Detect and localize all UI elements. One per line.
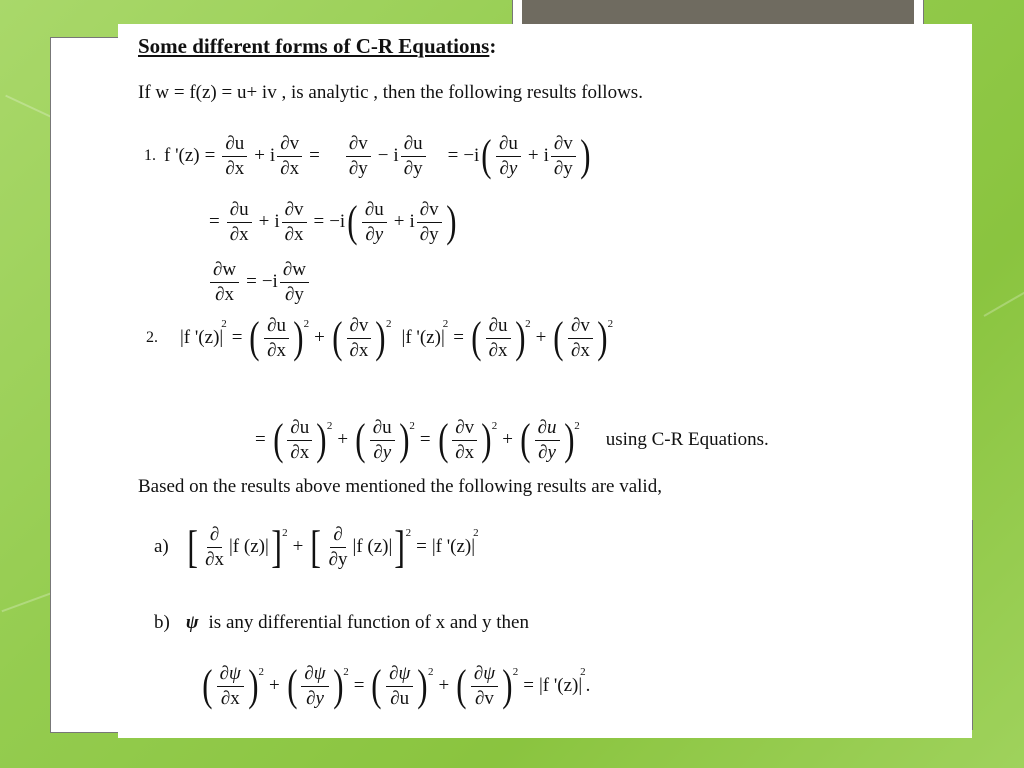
operator: = bbox=[453, 327, 464, 349]
paren: ) bbox=[579, 131, 591, 181]
paren: ( bbox=[332, 313, 343, 363]
cr-note: using C-R Equations. bbox=[605, 429, 769, 451]
operator: + bbox=[258, 211, 270, 233]
item-number: 1. bbox=[144, 147, 156, 165]
operator: = bbox=[231, 327, 243, 349]
end-period: . bbox=[585, 675, 591, 697]
paren: ( bbox=[272, 415, 284, 465]
fraction: $\frac{\partial u}{\partial y}$ bbox=[362, 200, 387, 245]
neg-imag: −i bbox=[261, 271, 278, 293]
fraction: $\frac{\partial\psi}{\partial v}$ bbox=[471, 664, 498, 709]
operator: = bbox=[313, 211, 325, 233]
valid-results-text: Based on the results above mentioned the following results are valid, bbox=[138, 476, 662, 497]
paren: ) bbox=[316, 415, 327, 465]
equation-1-line-1 bbox=[144, 131, 592, 181]
fraction: $\frac{\partial u}{\partial y}$ bbox=[535, 418, 560, 463]
paren: ) bbox=[398, 415, 410, 465]
imag-unit: i bbox=[269, 145, 276, 167]
fraction: $\frac{\partial v}{\partial x}$ bbox=[282, 200, 307, 245]
operator: − bbox=[377, 145, 389, 167]
bracket: ] bbox=[394, 521, 406, 572]
paren: ) bbox=[481, 415, 492, 465]
operator: + bbox=[438, 675, 450, 697]
operator: = bbox=[209, 211, 220, 233]
slide-content bbox=[118, 24, 972, 738]
bg-decoration bbox=[984, 285, 1024, 317]
paren: ) bbox=[597, 313, 608, 363]
operator: + bbox=[314, 327, 325, 349]
paren: ) bbox=[332, 661, 344, 711]
slide-edge bbox=[972, 520, 973, 730]
paren: ( bbox=[347, 197, 358, 247]
operator: = bbox=[246, 271, 257, 293]
item-number: 2. bbox=[146, 329, 158, 347]
fraction: $\frac{\partial v}{\partial x}$ bbox=[277, 134, 302, 179]
paren: ) bbox=[417, 661, 428, 711]
paren: ( bbox=[520, 415, 531, 465]
paren: ( bbox=[371, 661, 382, 711]
operator: = bbox=[204, 145, 216, 167]
abs-derivative: |f '(z)| bbox=[180, 327, 224, 349]
neg-imag: −i bbox=[329, 211, 346, 233]
result-b-equation: ( $\frac{\partial\psi}{\partial x}$ ) $^2$ + ( $\frac{\partial\psi}{\partial y}$ ) $^2$ = ( $\frac{\partial\psi}{\partial u}$ ) $^2$ + ( $\frac{\partial\psi}{\partial v}$ ) $^2$ = |f '(z)| $^2$ . bbox=[202, 661, 591, 711]
fraction: $\frac{\partial w}{\partial x}$ bbox=[210, 260, 239, 305]
psi-symbol: ψ bbox=[185, 612, 199, 633]
fraction: $\frac{\partial u}{\partial y}$ bbox=[401, 134, 426, 179]
paren: ) bbox=[375, 313, 386, 363]
fraction: $\frac{\partial v}{\partial y}$ bbox=[417, 200, 442, 245]
imag-unit: i bbox=[409, 211, 415, 233]
fraction: $\frac{\partial v}{\partial x}$ bbox=[452, 418, 477, 463]
equation-2-line-2: = ( $\frac{\partial u}{\partial x}$ ) $^2$ + ( $\frac{\partial u}{\partial y}$ ) $^2$ = ( $\frac{\partial v}{\partial x}$ ) $^2$ + ( $\frac{\partial u}{\partial y}$ ) $^2$ using C-R Equations. bbox=[255, 415, 769, 465]
operator: = bbox=[523, 675, 534, 697]
paren: ) bbox=[445, 197, 457, 247]
operator: + bbox=[269, 675, 280, 697]
paren: ( bbox=[286, 661, 298, 711]
fraction: $\frac{\partial\psi}{\partial x}$ bbox=[217, 664, 244, 709]
operator: + bbox=[502, 429, 513, 451]
fraction: $\frac{\partial u}{\partial x}$ bbox=[227, 200, 252, 245]
derivative: f '(z) bbox=[164, 145, 200, 167]
item-label: a) bbox=[154, 536, 169, 557]
imag-unit: i bbox=[274, 211, 280, 233]
bracket: [ bbox=[187, 521, 198, 572]
paren: ( bbox=[553, 313, 564, 363]
operator: = bbox=[309, 145, 320, 167]
operator: = bbox=[447, 145, 459, 167]
fraction: $\frac{\partial v}{\partial y}$ bbox=[346, 134, 371, 179]
paren: ) bbox=[502, 661, 513, 711]
fraction: $\frac{\partial u}{\partial x}$ bbox=[486, 316, 511, 361]
fraction: $\frac{\partial v}{\partial x}$ bbox=[568, 316, 593, 361]
result-b-text: is any differential function of x and y then bbox=[208, 612, 529, 633]
abs-derivative: |f '(z)| bbox=[538, 675, 583, 697]
fraction: $\frac{\partial u}{\partial y}$ bbox=[370, 418, 395, 463]
paren: ) bbox=[563, 415, 574, 465]
paren: ( bbox=[249, 313, 260, 363]
operator: + bbox=[337, 429, 349, 451]
fraction: $\frac{\partial u}{\partial x}$ bbox=[264, 316, 289, 361]
paren: ) bbox=[514, 313, 525, 363]
paren: ( bbox=[471, 313, 482, 363]
paren: ( bbox=[355, 415, 366, 465]
bracket: [ bbox=[310, 521, 322, 572]
fraction: $\frac{\partial w}{\partial y}$ bbox=[280, 260, 309, 305]
fraction: $\frac{\partial}{\partial x}$ bbox=[205, 523, 224, 570]
paren: ) bbox=[248, 661, 259, 711]
paren: ) bbox=[293, 313, 304, 363]
fraction: $\frac{\partial u}{\partial x}$ bbox=[222, 134, 247, 179]
operator: = bbox=[416, 536, 427, 557]
result-b bbox=[154, 612, 529, 634]
operator: + bbox=[292, 536, 304, 557]
operator: = bbox=[419, 429, 431, 451]
operator: + bbox=[393, 211, 405, 233]
operator: = bbox=[255, 429, 266, 451]
operator: + bbox=[254, 145, 265, 167]
slide-header-bar bbox=[522, 0, 914, 24]
bracket: ] bbox=[271, 521, 282, 572]
equation-1-line-3 bbox=[208, 260, 311, 305]
fraction: $\frac{\partial u}{\partial x}$ bbox=[287, 418, 312, 463]
fraction: $\frac{\partial v}{\partial x}$ bbox=[347, 316, 372, 361]
operator: = bbox=[353, 675, 365, 697]
fraction: $\frac{\partial v}{\partial y}$ bbox=[551, 134, 576, 179]
fraction: $\frac{\partial u}{\partial y}$ bbox=[496, 134, 521, 179]
top-slide-frame bbox=[512, 0, 924, 26]
fraction: $\frac{\partial}{\partial y}$ bbox=[328, 523, 348, 570]
result-a: a) [ $\frac{\partial}{\partial x}$ |f (z)| ] $^2$ + [ $\frac{\partial}{\partial y}$ |f (z)| ] $^2$ = |f '(z)| $^2$ bbox=[154, 521, 479, 572]
abs-derivative: |f '(z)| bbox=[401, 327, 445, 349]
abs-function: |f (z)| bbox=[352, 536, 393, 557]
operator: + bbox=[535, 327, 547, 349]
imag-unit: i bbox=[543, 145, 549, 167]
fraction: $\frac{\partial\psi}{\partial y}$ bbox=[301, 664, 328, 709]
equation-1-line-2 bbox=[204, 197, 458, 247]
paren: ( bbox=[481, 131, 492, 181]
operator: + bbox=[527, 145, 539, 167]
abs-derivative: |f '(z)| bbox=[431, 536, 476, 557]
paren: ( bbox=[437, 415, 449, 465]
imag-unit: i bbox=[393, 145, 399, 167]
abs-function: |f (z)| bbox=[228, 536, 269, 557]
paren: ( bbox=[456, 661, 467, 711]
equation-2-line-1: 2. |f '(z)| $^2$ = ( $\frac{\partial u}{\partial x}$ ) $^2$ + ( $\frac{\partial v}{\partial x}$ ) $^2$ |f '(z)| $^2$ = ( $\frac{\partial u}{\partial x}$ ) $^2$ + ( $\frac{\partial v}{\partial x}$ ) $^2$ bbox=[146, 313, 614, 363]
item-label: b) bbox=[154, 612, 170, 633]
paren: ( bbox=[202, 661, 213, 711]
fraction: $\frac{\partial\psi}{\partial u}$ bbox=[386, 664, 413, 709]
neg-imag: −i bbox=[463, 145, 480, 167]
slide-title: Some different forms of C-R Equations: bbox=[138, 34, 497, 58]
intro-text: If w = f(z) = u+ iv , is analytic , then the following results follows. bbox=[138, 82, 643, 103]
